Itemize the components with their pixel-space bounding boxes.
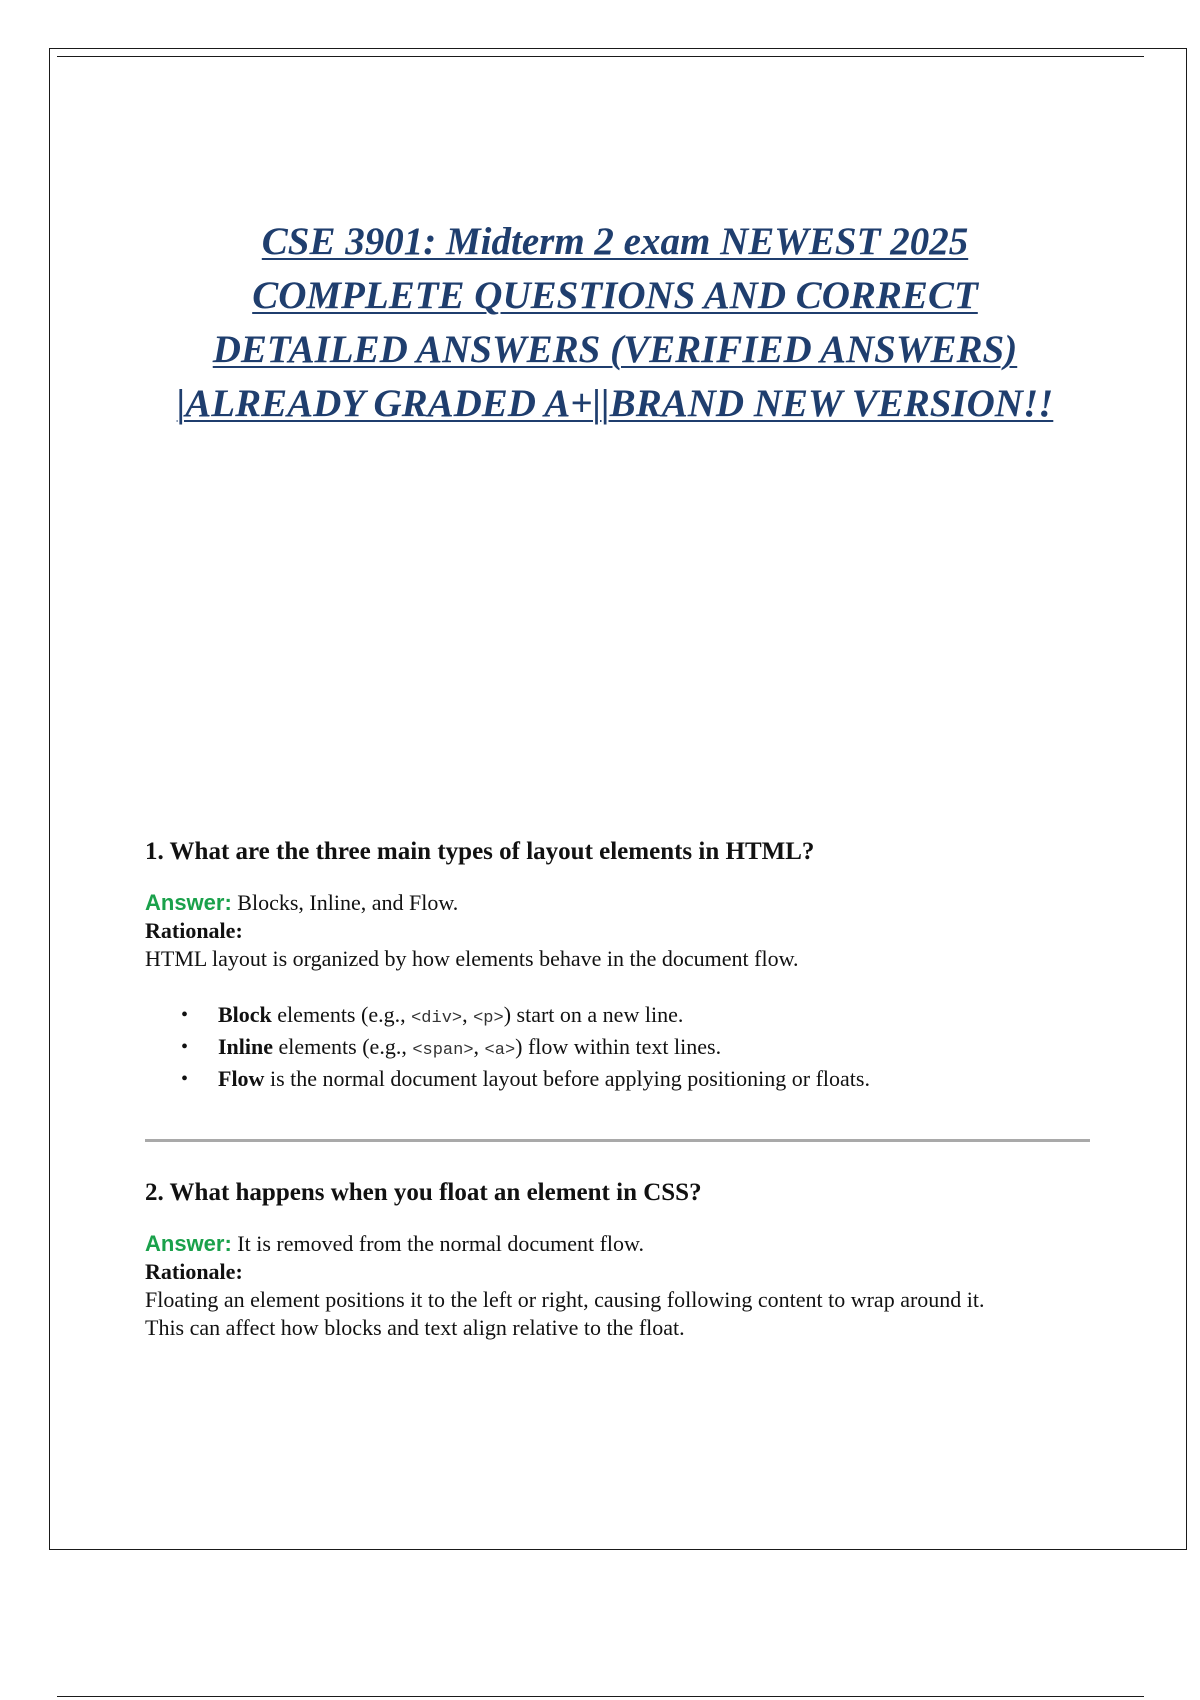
code-sample: <p>	[473, 1009, 504, 1028]
list-item	[145, 1001, 1095, 1033]
answer-1-text: Blocks, Inline, and Flow.	[231, 890, 459, 915]
title-line: CSE 3901: Midterm 2 exam NEWEST 2025	[261, 220, 969, 263]
bullet-icon: •	[181, 1004, 189, 1026]
code-sample: <a>	[484, 1041, 516, 1060]
bullet-icon: •	[181, 1068, 189, 1090]
answer-label: Answer:	[145, 1231, 232, 1256]
list-text: ,	[473, 1034, 485, 1059]
bullet-icon: •	[181, 1036, 189, 1058]
title-line: COMPLETE QUESTIONS AND CORRECT	[252, 274, 978, 317]
answer-label: Answer:	[145, 890, 232, 915]
list-text: ,	[462, 1002, 474, 1027]
title-line: |ALREADY GRADED A+||BRAND NEW VERSION!!	[176, 382, 1054, 425]
list-item	[145, 1065, 1095, 1093]
list-text: elements (e.g.,	[271, 1002, 412, 1027]
list-text: ) flow within text lines.	[515, 1034, 722, 1059]
document-title	[120, 215, 1110, 431]
code-sample: <div>	[411, 1009, 463, 1028]
list-text: ) start on a new line.	[503, 1002, 684, 1027]
title-line: DETAILED ANSWERS (VERIFIED ANSWERS)	[212, 328, 1018, 371]
rationale-2-line: This can affect how blocks and text align relative to the float.	[145, 1315, 685, 1340]
header-rule	[57, 56, 1144, 57]
list-item	[145, 1033, 1095, 1065]
section-divider	[145, 1139, 1090, 1142]
question-2-section	[145, 1178, 1095, 1342]
term: Inline	[218, 1034, 274, 1059]
rationale-label: Rationale:	[145, 1259, 243, 1284]
footer-rule	[57, 1696, 1144, 1697]
rationale-2-line: Floating an element positions it to the left or right, causing following content to wrap around it.	[145, 1287, 985, 1312]
rationale-1-text: HTML layout is organized by how elements behave in the document flow.	[145, 946, 799, 971]
term: Block	[218, 1002, 272, 1027]
answer-2	[145, 1230, 1095, 1258]
term: Flow	[218, 1066, 265, 1091]
code-sample: <span>	[412, 1041, 474, 1060]
list-text: is the normal document layout before applying positioning or floats.	[264, 1066, 870, 1091]
question-2-text: 2. What happens when you float an element in CSS?	[145, 1179, 702, 1206]
rationale-label: Rationale:	[145, 918, 243, 943]
question-1-section	[145, 837, 1095, 1093]
question-1-text: 1. What are the three main types of layout elements in HTML?	[145, 838, 815, 865]
answer-1	[145, 889, 1095, 917]
rationale-1-list	[145, 1001, 1095, 1093]
answer-2-text: It is removed from the normal document flow.	[231, 1231, 644, 1256]
list-text: elements (e.g.,	[273, 1034, 413, 1059]
